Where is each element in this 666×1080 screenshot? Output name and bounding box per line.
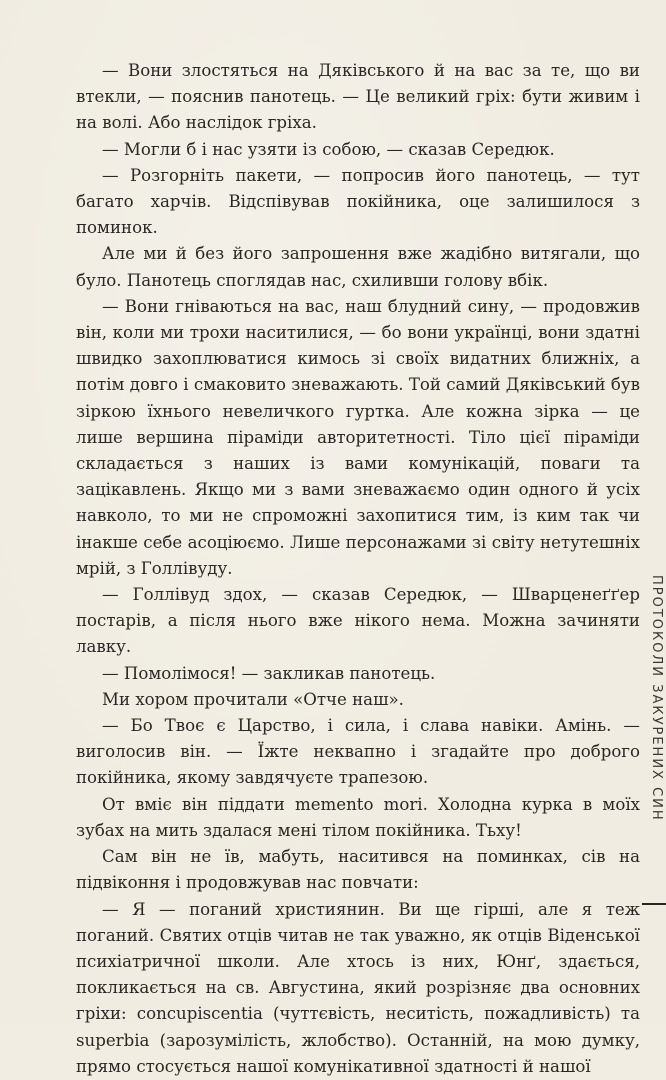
- paragraph: — Бо Твоє є Царство, і сила, і слава навіки. Амінь. — виголосив він. — Їжте неквапно і згадайте про доброго покійника, якому завдячуєте трапезою.: [76, 716, 640, 788]
- paragraph: От вміє він піддати memento mori. Холодна курка в моїх зубах на мить здалася мені тілом покійника. Тьху!: [76, 794, 640, 840]
- paragraph: — Розгорніть пакети, — попросив його панотець, — тут багато харчів. Відспівував покійника, оце залишилося з поминок.: [76, 165, 640, 238]
- paragraph: — Вони злостяться на Дяківського й на вас за те, що ви втекли, — пояснив панотець. — Це великий гріх: бути живим і на волі. Або наслідок гріха.: [76, 61, 640, 133]
- body-text: [76, 58, 640, 1080]
- paragraph: Але ми й без його запрошення вже жадібно витягали, що було. Панотець споглядав нас, схиливши голову вбік.: [76, 244, 640, 290]
- paragraph: — Вони гніваються на вас, наш блудний сину, — продовжив він, коли ми трохи наситилися, — бо вони українці, вони здатні швидко захоплюватися кимось зі своїх видатних ближніх, а потім довго і смаковито зневажають. Той самий Дяківський був зіркою їхнього невеличкого гуртка. Але кожна зірка — це лише вершина піраміди авторитетності. Тіло цієї піраміди складається з наших із вами комунікацій, поваги та зацікавлень. Якщо ми з вами зневажаємо один одного й усіх навколо, то ми не спроможні захопитися тим, із ким так чи інакше себе асоціюємо. Лише персонажами зі світу нетутешніх мрій, з Голлівуду.: [76, 296, 640, 578]
- running-head: ПРОТОКОЛИ ЗАКУРЕНИХ СИН: [649, 575, 664, 822]
- paragraph: — Голлівуд здох, — сказав Середюк, — Шварценеґґер постарів, а після нього вже нікого нема. Можна зачиняти лавку.: [76, 585, 640, 657]
- paragraph: Сам він не їв, мабуть, наситився на поминках, сів на підвіконня і продовжував нас повчати:: [76, 847, 640, 893]
- paragraph: Ми хором прочитали «Отче наш».: [102, 689, 404, 709]
- paragraph: — Помолімося! — закликав панотець.: [102, 663, 436, 683]
- edge-rule: [642, 903, 666, 905]
- paragraph: — Я — поганий християнин. Ви ще гірші, але я теж поганий. Святих отців читав не так уважно, як отців Віденської психіатричної школи. Але хтось із них, Юнґ, здається, покликається на св. Августина, який розрізняє два основних гріхи: concupiscentia (чуттєвість, неситість, пожадливість) та superbia (зарозумілість, жлобство). Останній, на мою думку, прямо стосується нашої комунікативної здатності й нашої: [76, 899, 640, 1076]
- paragraph: — Могли б і нас узяти із собою, — сказав Середюк.: [102, 139, 555, 159]
